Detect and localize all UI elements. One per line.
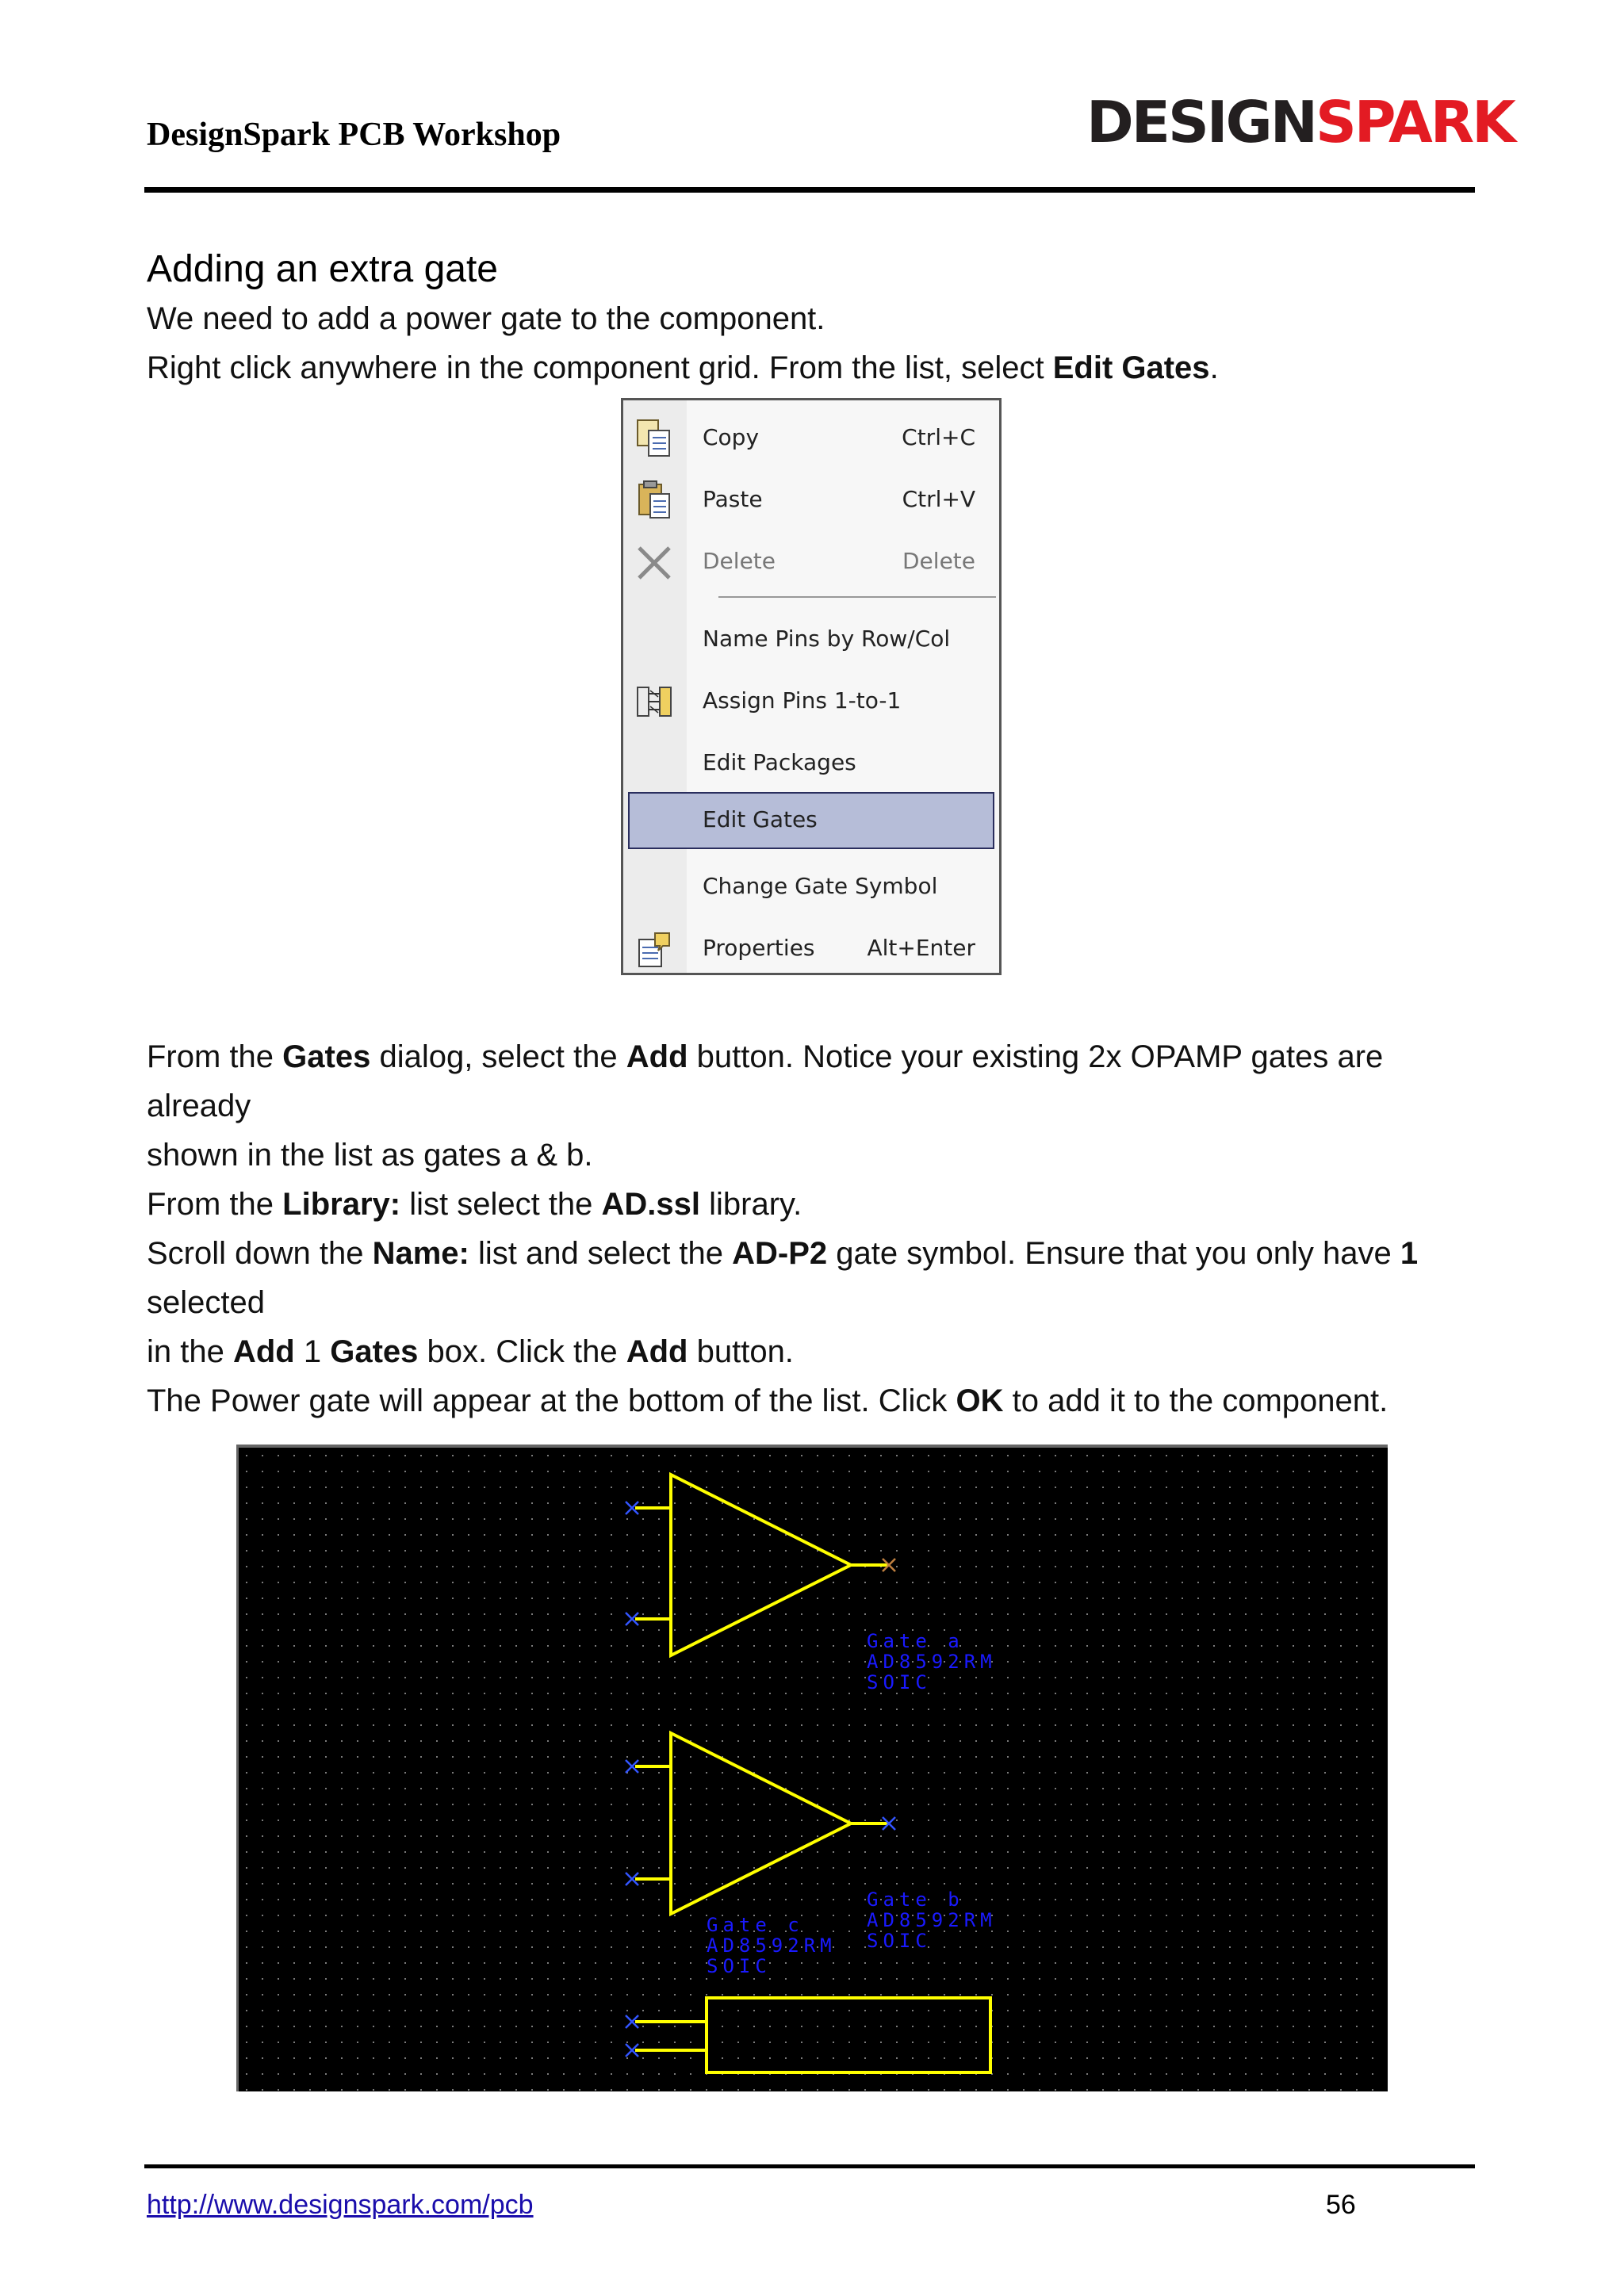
logo-dark-text: DESIGN [1086, 89, 1316, 155]
step-bold: Gates [282, 1039, 371, 1074]
step-text: selected [147, 1285, 265, 1320]
menu-label-change-gate-symbol: Change Gate Symbol [703, 873, 938, 899]
logo-red-text: SPARK [1315, 89, 1514, 155]
assign-pins-icon [634, 681, 674, 722]
gate-a-package: SOIC [867, 1671, 932, 1693]
step-line-2 [147, 1081, 251, 1131]
step-text: The Power gate will appear at the bottom of the list. Click [147, 1383, 956, 1418]
menu-label-properties: Properties [703, 935, 815, 961]
step-bold: Add [626, 1039, 688, 1074]
step-text: box. Click the [418, 1334, 626, 1369]
intro-line-2 [147, 343, 1219, 392]
intro-text-1: We need to add a power gate to the component. [147, 301, 825, 336]
menu-label-delete: Delete [703, 548, 776, 574]
menu-item-assign-pins[interactable] [623, 673, 999, 730]
gate-c-package: SOIC [707, 1955, 772, 1977]
menu-shortcut-properties: Alt+Enter [867, 935, 975, 961]
step-line-5 [147, 1229, 1418, 1278]
step-line-7 [147, 1327, 794, 1376]
step-text: to add it to the component. [1003, 1383, 1388, 1418]
gate-a-part: AD8592RM [867, 1651, 997, 1673]
section-heading: Adding an extra gate [147, 248, 498, 290]
menu-item-delete[interactable] [623, 534, 999, 591]
step-bold: Name: [372, 1236, 469, 1271]
gate-c-name: Gate c [707, 1914, 804, 1936]
schematic-svg [239, 1448, 1388, 2091]
schematic-canvas[interactable] [236, 1445, 1388, 2091]
step-bold: 1 [1400, 1236, 1419, 1271]
step-bold: AD.ssl [601, 1187, 701, 1222]
menu-item-copy[interactable] [623, 410, 999, 467]
menu-shortcut-delete: Delete [902, 548, 975, 574]
menu-item-edit-packages[interactable] [623, 735, 999, 792]
menu-label-paste: Paste [703, 486, 763, 512]
step-line-6 [147, 1278, 265, 1327]
step-text: gate symbol. Ensure that you only have [827, 1236, 1400, 1271]
menu-item-paste[interactable] [623, 472, 999, 529]
step-text: in the [147, 1334, 233, 1369]
step-line-8 [147, 1376, 1388, 1425]
step-bold: Gates [330, 1334, 419, 1369]
copy-icon [634, 418, 674, 459]
menu-label-edit-gates: Edit Gates [703, 806, 818, 832]
menu-item-properties[interactable] [623, 920, 999, 978]
step-line-1 [147, 1032, 1383, 1081]
step-text: shown in the list as gates a & b. [147, 1138, 593, 1173]
menu-item-change-gate-symbol[interactable] [623, 859, 999, 916]
intro-period: . [1209, 350, 1219, 385]
step-text: already [147, 1089, 251, 1123]
menu-item-name-pins[interactable] [623, 611, 999, 668]
menu-item-edit-gates[interactable] [628, 792, 994, 849]
step-text: button. [688, 1334, 794, 1369]
delete-icon [634, 541, 674, 583]
intro-text-2: Right click anywhere in the component grid. From the list, select [147, 350, 1053, 385]
step-bold: AD-P2 [732, 1236, 828, 1271]
step-bold: Add [626, 1334, 688, 1369]
step-text: Scroll down the [147, 1236, 373, 1271]
step-line-3 [147, 1131, 593, 1180]
step-bold: Add [232, 1334, 295, 1369]
gate-b-name: Gate b [867, 1888, 964, 1911]
context-menu [621, 398, 1002, 975]
step-text: library. [700, 1187, 802, 1222]
step-text: list select the [400, 1187, 602, 1222]
step-text: button. Notice your existing 2x OPAMP gates are [688, 1039, 1384, 1074]
step-text: dialog, select the [370, 1039, 626, 1074]
gate-b-package: SOIC [867, 1930, 932, 1952]
step-text: 1 [294, 1334, 331, 1369]
gate-a-name: Gate a [867, 1630, 964, 1652]
menu-shortcut-paste: Ctrl+V [902, 486, 975, 512]
gate-b-part: AD8592RM [867, 1909, 997, 1931]
menu-shortcut-copy: Ctrl+C [902, 424, 975, 450]
step-line-4 [147, 1180, 802, 1229]
step-text: list and select the [469, 1236, 733, 1271]
step-text: From the [147, 1187, 283, 1222]
gate-c-part: AD8592RM [707, 1934, 837, 1957]
header-divider [144, 187, 1475, 193]
menu-separator [718, 596, 996, 598]
menu-label-name-pins: Name Pins by Row/Col [703, 626, 951, 652]
paste-icon [634, 480, 674, 521]
designspark-logo [1086, 89, 1514, 155]
menu-label-assign-pins: Assign Pins 1-to-1 [703, 687, 902, 714]
properties-icon [634, 928, 674, 970]
header-title: DesignSpark PCB Workshop [147, 117, 561, 153]
page-number: 56 [1326, 2190, 1356, 2220]
step-text: From the [147, 1039, 283, 1074]
step-bold: OK [956, 1383, 1004, 1418]
intro-line-1 [147, 294, 825, 343]
step-bold: Library: [282, 1187, 401, 1222]
footer-divider [144, 2164, 1475, 2168]
footer-link[interactable]: http://www.designspark.com/pcb [147, 2190, 534, 2220]
menu-label-copy: Copy [703, 424, 760, 450]
menu-label-edit-packages: Edit Packages [703, 749, 856, 775]
schematic-grid [239, 1448, 1388, 2091]
intro-edit-gates: Edit Gates [1052, 350, 1210, 385]
